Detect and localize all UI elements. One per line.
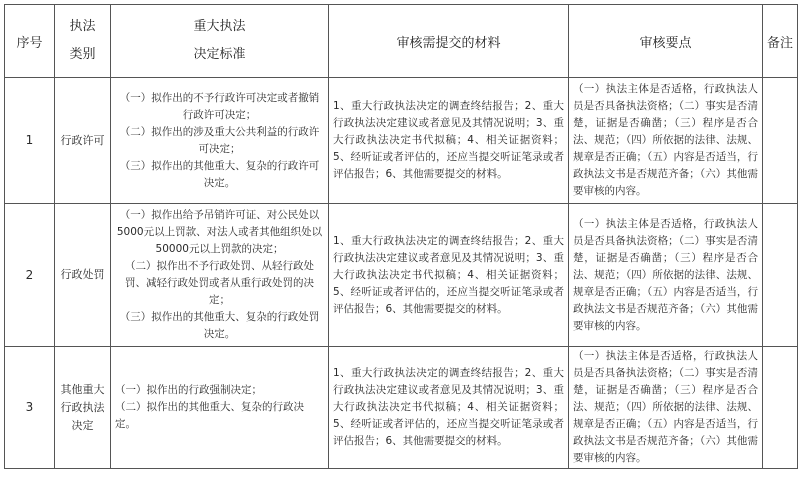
- row-remarks: [763, 78, 798, 204]
- row-standard: [111, 78, 329, 204]
- row-remarks: [763, 347, 798, 469]
- standard-item: （二）拟作出不予行政处罚、从轻行政处罚、减轻行政处罚或者从重行政处罚的决定；: [125, 260, 314, 306]
- row-seq: 3: [5, 347, 55, 469]
- row-remarks: [763, 204, 798, 347]
- standard-item: （二）拟作出的其他重大、复杂的行政决定。: [115, 401, 304, 430]
- header-std-line2: 决定标准: [193, 47, 246, 62]
- row-type: 其他重大行政执法决定: [55, 347, 111, 469]
- standard-item: （一）拟作出的不予行政许可决定或者撤销行政许可决定；: [119, 91, 320, 121]
- row-type: 行政许可: [55, 78, 111, 204]
- header-type-line1: 执法: [69, 19, 96, 34]
- row-points: （一）执法主体是否适格，行政执法人员是否具备执法资格；（二）事实是否清楚，证据是否确凿；（三）程序是否合法、规范；（四）所依据的法律、法规、规章是否正确；（五）内容是否适当，行政执法文书是否规范齐备；（六）其他需要审核的内容。: [569, 204, 763, 347]
- header-seq: 序号: [5, 5, 55, 78]
- row-standard: [111, 204, 329, 347]
- header-type: [55, 5, 111, 78]
- row-materials: 1、重大行政执法决定的调查终结报告；2、重大行政执法决定建议或者意见及其情况说明；3、重大行政执法决定书代拟稿；4、相关证据资料；5、经听证或者评估的，还应当提交听证笔录或者评估报告；6、其他需要提交的材料。: [329, 78, 569, 204]
- table-row: [5, 204, 798, 347]
- standard-item: （一）拟作出的行政强制决定；: [115, 384, 262, 396]
- row-materials: 1、重大行政执法决定的调查终结报告；2、重大行政执法决定建议或者意见及其情况说明；3、重大行政执法决定书代拟稿；4、相关证据资料；5、经听证或者评估的，还应当提交听证笔录或者评估报告；6、其他需要提交的材料。: [329, 347, 569, 469]
- header-remarks: 备注: [763, 5, 798, 78]
- standard-item: （三）拟作出的其他重大、复杂的行政许可决定。: [119, 159, 320, 189]
- row-standard: [111, 347, 329, 469]
- header-standard: [111, 5, 329, 78]
- standard-item: （二）拟作出的涉及重大公共利益的行政许可决定；: [119, 125, 320, 155]
- header-materials: 审核需提交的材料: [329, 5, 569, 78]
- row-type: 行政处罚: [55, 204, 111, 347]
- row-seq: 2: [5, 204, 55, 347]
- header-points: 审核要点: [569, 5, 763, 78]
- header-type-line2: 类别: [69, 47, 96, 62]
- row-points: （一）执法主体是否适格，行政执法人员是否具备执法资格；（二）事实是否清楚，证据是否确凿；（三）程序是否合法、规范；（四）所依据的法律、法规、规章是否正确；（五）内容是否适当，行政执法文书是否规范齐备；（六）其他需要审核的内容。: [569, 347, 763, 469]
- standard-item: （一）拟作出给予吊销许可证、对公民处以5000元以上罚款、对法人或者其他组织处以50000元以上罚款的决定；: [116, 209, 323, 255]
- row-points: （一）执法主体是否适格，行政执法人员是否具备执法资格；（二）事实是否清楚，证据是否确凿；（三）程序是否合法、规范；（四）所依据的法律、法规、规章是否正确；（五）内容是否适当，行政执法文书是否规范齐备；（六）其他需要审核的内容。: [569, 78, 763, 204]
- row-materials: 1、重大行政执法决定的调查终结报告；2、重大行政执法决定建议或者意见及其情况说明；3、重大行政执法决定书代拟稿；4、相关证据资料；5、经听证或者评估的，还应当提交听证笔录或者评估报告；6、其他需要提交的材料。: [329, 204, 569, 347]
- standard-item: （三）拟作出的其他重大、复杂的行政处罚决定。: [119, 311, 320, 340]
- row-seq: 1: [5, 78, 55, 204]
- table-row: [5, 78, 798, 204]
- table-row: [5, 347, 798, 469]
- table-header-row: [5, 5, 798, 78]
- review-table: [4, 4, 798, 469]
- header-std-line1: 重大执法: [193, 19, 246, 34]
